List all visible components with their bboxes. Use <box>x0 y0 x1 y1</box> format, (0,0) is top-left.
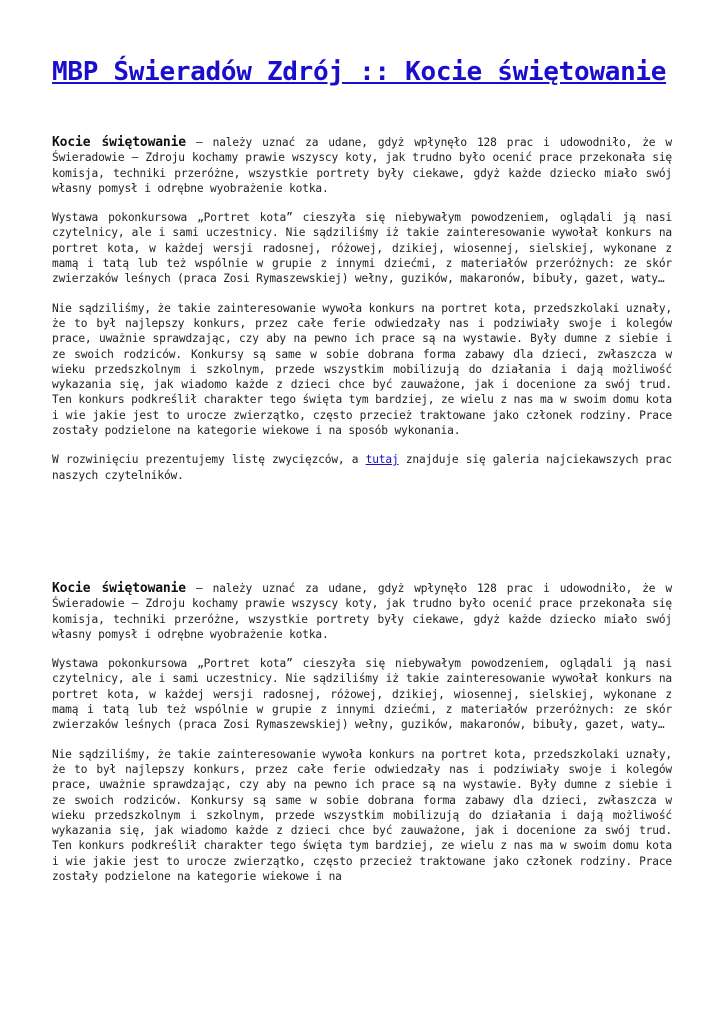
exhibition-paragraph: Wystawa pokonkursowa „Portret kota” cieszyła się niebywałym powodzeniem, oglądali ją nasi czytelnicy, ale i sami uczestnicy. Nie sądziliśmy iż takie zainteresowanie wywołał konkurs na portret kota, w każdej wersji radosnej, różowej, dzikiej, wiosennej, sielskiej, wykonane z mamą i tatą lub też wspólnie w grupie z innymi dziećmi, z materiałów przeróżnych: ze skór zwierzaków leśnych (praca Zosi Rymaszewskiej) wełny, guzików, makaronów, bibuły, gazet, waty… <box>52 657 672 732</box>
intro-lead: Kocie świętowanie <box>52 135 186 150</box>
winners-text-after: znajduje się galeria najciekawszych prac naszych czytelników. <box>52 453 672 482</box>
title-link[interactable]: MBP Świeradów Zdrój :: Kocie świętowanie <box>52 57 667 87</box>
winners-paragraph <box>52 452 672 483</box>
contest-paragraph: Nie sądziliśmy, że takie zainteresowanie wywoła konkurs na portret kota, przedszkolaki uznały, że to był najlepszy konkurs, przez całe ferie odwiedzały nas i podziwiały swoje i kolegów prace, uważnie sprawdzając, czy aby na pewno ich prace są na wystawie. Były dumne z siebie i ze swoich rodziców. Konkursy są same w sobie dobrana forma zabawy dla dzieci, zwłaszcza w wieku przedszkolnym i szkolnym, przede wszystkim mobilizują do działania i dają możliwość wykazania się, jak wiadomo każde z dzieci chce być zauważone, jak i docenione za swój trud. Ten konkurs podkreślił charakter tego święta tym bardziej, ze wielu z nas ma w swoim domu kota i wie jakie jest to urocze zwierzątko, często przecież traktowane jako członek rodziny. Prace zostały podzielone na kategorie wiekowe i na <box>52 747 672 883</box>
intro-lead: Kocie świętowanie <box>52 580 186 596</box>
article-block-1 <box>52 135 672 483</box>
intro-text: – należy uznać za udane, gdyż wpłynęło 128 prac i udowodniło, że w Świeradowie – Zdroju kochamy prawie wszyscy koty, jak trudno było ocenić prace przekonała się komisja, techniki przeróżne, wszystkie portrety były ciekawe, gdyż każde dziecko miało swój własny pomysł i odrębne wyobrażenie kotka. <box>52 136 672 195</box>
page-content <box>52 56 672 898</box>
intro-text: – należy uznać za udane, gdyż wpłynęło 128 prac i udowodniło, że w Świeradowie – Zdroju kochamy prawie wszyscy koty, jak trudno było ocenić prace przekonała się komisja, techniki przeróżne, wszystkie portrety były ciekawe, gdyż każde dziecko miało swój własny pomysł i odrębne wyobrażenie kotka. <box>52 581 672 641</box>
exhibition-paragraph: Wystawa pokonkursowa „Portret kota” cieszyła się niebywałym powodzeniem, oglądali ją nasi czytelnicy, ale i sami uczestnicy. Nie sądziliśmy iż takie zainteresowanie wywołał konkurs na portret kota, w każdej wersji radosnej, różowej, dzikiej, wiosennej, sielskiej, wykonane z mamą i tatą lub też wspólnie w grupie z innymi dziećmi, z materiałów przeróżnych: ze skór zwierzaków leśnych (praca Zosi Rymaszewskiej) wełny, guzików, makaronów, bibuły, gazet, waty… <box>52 211 672 286</box>
intro-paragraph <box>52 581 672 642</box>
intro-paragraph <box>52 135 672 196</box>
contest-paragraph: Nie sądziliśmy, że takie zainteresowanie wywoła konkurs na portret kota, przedszkolaki uznały, że to był najlepszy konkurs, przez całe ferie odwiedzały nas i podziwiały swoje i kolegów prace, uważnie sprawdzając, czy aby na pewno ich prace są na wystawie. Były dumne z siebie i ze swoich rodziców. Konkursy są same w sobie dobrana forma zabawy dla dzieci, zwłaszcza w wieku przedszkolnym i szkolnym, przede wszystkim mobilizują do działania i dają możliwość wykazania się, jak wiadomo każde z dzieci chce być zauważone, jak i docenione za swój trud. Ten konkurs podkreślił charakter tego święta tym bardziej, ze wielu z nas ma w swoim domu kota i wie jakie jest to urocze zwierzątko, często przecież traktowane jako członek rodziny. Prace zostały podzielone na kategorie wiekowe i na sposób wykonania. <box>52 301 672 438</box>
section-spacer <box>52 497 672 581</box>
gallery-link[interactable]: tutaj <box>365 453 399 467</box>
page-title <box>52 56 672 89</box>
winners-text-before: W rozwinięciu prezentujemy listę zwycięzców, a <box>52 453 366 467</box>
article-block-2 <box>52 581 672 884</box>
